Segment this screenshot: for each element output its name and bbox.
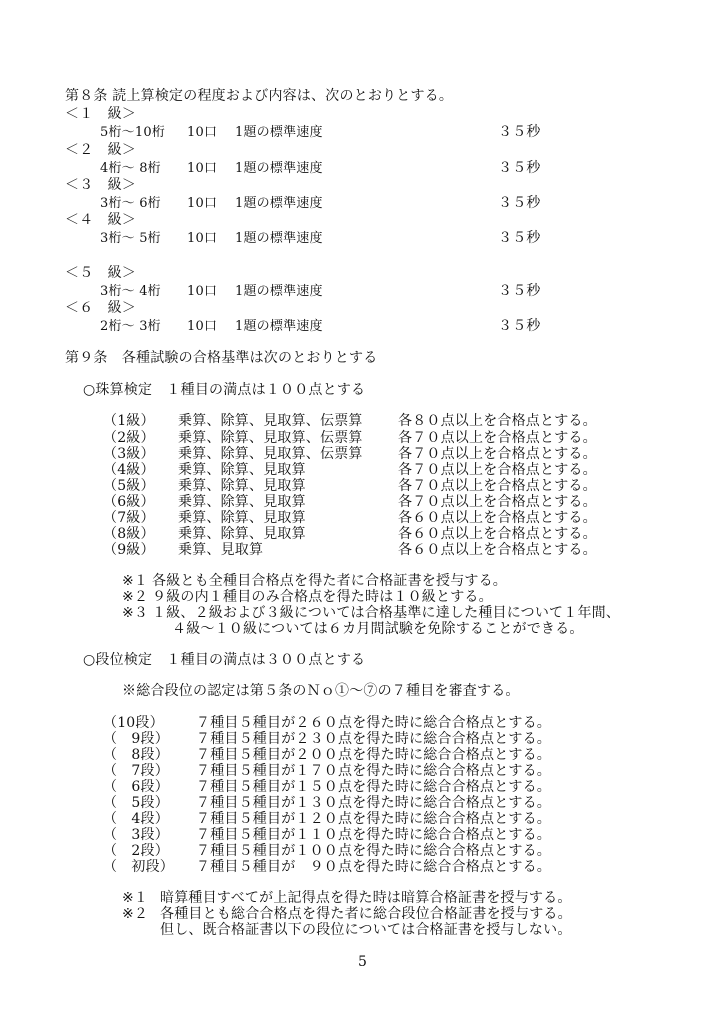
grade-time: ３５秒 — [498, 230, 541, 246]
note-text: ９級の内１種目のみ合格点を得た時は１０級とする。 — [152, 589, 493, 605]
grade-digits: 3桁～ 4桁 — [100, 284, 161, 299]
dan-grade: （10段） — [103, 715, 164, 731]
grade-label: ＜４ 級＞ — [65, 212, 136, 228]
grade-desc: 1題の標準速度 — [235, 319, 323, 334]
dan-text: ７種目５種目が２６０点を得た時に総合合格点とする。 — [196, 715, 551, 731]
soroban-items: 乗算、除算、見取算、伝票算 — [178, 446, 363, 462]
grade-desc: 1題の標準速度 — [235, 284, 323, 299]
soroban-criteria: 各６０点以上を合格点とする。 — [398, 526, 597, 542]
note-mark: ※２ — [122, 589, 149, 605]
note-continuation: ４級～１０級については６カ月間試験を免除することができる。 — [172, 621, 584, 637]
grade-desc: 1題の標準速度 — [235, 125, 323, 140]
dan-grade: （ 4段） — [103, 811, 169, 827]
note-mark: ※３ — [122, 605, 149, 621]
grade-time: ３５秒 — [498, 160, 541, 176]
soroban-grade: （1級） — [103, 413, 155, 429]
soroban-grade: （8級） — [103, 526, 155, 542]
grade-label: ＜５ 級＞ — [65, 265, 136, 281]
soroban-items: 乗算、除算、見取算 — [178, 462, 306, 478]
note-mark: ※２ — [122, 906, 149, 922]
note-continuation: 但し、既合格証書以下の段位については合格証書を授与しない。 — [160, 922, 572, 938]
grade-label: ＜１ 級＞ — [65, 106, 136, 122]
grade-desc: 1題の標準速度 — [235, 161, 323, 176]
note-text: 各種目とも総合合格点を得た者に総合段位合格証書を授与する。 — [160, 906, 572, 922]
soroban-criteria: 各６０点以上を合格点とする。 — [398, 510, 597, 526]
soroban-items: 乗算、見取算 — [178, 542, 264, 558]
grade-desc: 1題の標準速度 — [235, 196, 323, 211]
soroban-criteria: 各７０点以上を合格点とする。 — [398, 494, 597, 510]
article-9-heading: 第９条 各種試験の合格基準は次のとおりとする — [65, 350, 378, 366]
grade-label: ＜３ 級＞ — [65, 177, 136, 193]
grade-count: 10口 — [187, 284, 218, 299]
dan-text: ７種目５種目が２００点を得た時に総合合格点とする。 — [196, 747, 551, 763]
grade-count: 10口 — [187, 125, 218, 140]
soroban-grade: （9級） — [103, 542, 155, 558]
grade-digits: 5桁～10桁 — [100, 125, 166, 140]
dan-grade: （ 3段） — [103, 827, 169, 843]
grade-desc: 1題の標準速度 — [235, 231, 323, 246]
dan-text: ７種目５種目が ９０点を得た時に総合合格点とする。 — [196, 859, 551, 875]
note-text: 各級とも全種目合格点を得た者に合格証書を授与する。 — [152, 573, 507, 589]
dan-text: ７種目５種目が１２０点を得た時に総合合格点とする。 — [196, 811, 551, 827]
dan-grade: （ 2段） — [103, 843, 169, 859]
soroban-criteria: 各７０点以上を合格点とする。 — [398, 462, 597, 478]
soroban-items: 乗算、除算、見取算、伝票算 — [178, 430, 363, 446]
soroban-criteria: 各７０点以上を合格点とする。 — [398, 478, 597, 494]
dan-text: ７種目５種目が１７０点を得た時に総合合格点とする。 — [196, 763, 551, 779]
soroban-grade: （7級） — [103, 510, 155, 526]
grade-count: 10口 — [187, 161, 218, 176]
grade-count: 10口 — [187, 231, 218, 246]
soroban-grade: （5級） — [103, 478, 155, 494]
soroban-grade: （2級） — [103, 430, 155, 446]
dan-text: ７種目５種目が１１０点を得た時に総合合格点とする。 — [196, 827, 551, 843]
note-text: １級、２級および３級については合格基準に達した種目について１年間、 — [152, 605, 621, 621]
grade-digits: 3桁～ 5桁 — [100, 231, 161, 246]
soroban-grade: （6級） — [103, 494, 155, 510]
dan-text: ７種目５種目が１５０点を得た時に総合合格点とする。 — [196, 779, 551, 795]
dan-text: ７種目５種目が２３０点を得た時に総合合格点とする。 — [196, 731, 551, 747]
page-number: 5 — [358, 954, 368, 970]
dan-grade: （ 6段） — [103, 779, 169, 795]
soroban-criteria: 各７０点以上を合格点とする。 — [398, 446, 597, 462]
dan-grade: （ 9段） — [103, 731, 169, 747]
dan-text: ７種目５種目が１００点を得た時に総合合格点とする。 — [196, 843, 551, 859]
note-text: 暗算種目すべてが上記得点を得た時は暗算合格証書を授与する。 — [160, 890, 572, 906]
soroban-items: 乗算、除算、見取算 — [178, 478, 306, 494]
grade-label: ＜２ 級＞ — [65, 142, 136, 158]
soroban-criteria: 各７０点以上を合格点とする。 — [398, 430, 597, 446]
grade-label: ＜６ 級＞ — [65, 300, 136, 316]
soroban-items: 乗算、除算、見取算 — [178, 494, 306, 510]
soroban-items: 乗算、除算、見取算 — [178, 510, 306, 526]
grade-digits: 2桁～ 3桁 — [100, 319, 161, 334]
dan-grade: （ 初段） — [103, 859, 174, 875]
dan-text: ７種目５種目が１３０点を得た時に総合合格点とする。 — [196, 795, 551, 811]
article-8-heading: 第８条 読上算検定の程度および内容は、次のとおりとする。 — [65, 88, 454, 104]
note-mark: ※１ — [122, 573, 149, 589]
grade-count: 10口 — [187, 196, 218, 211]
grade-time: ３５秒 — [498, 124, 541, 140]
note-mark: ※１ — [122, 890, 149, 906]
grade-time: ３５秒 — [498, 283, 541, 299]
soroban-items: 乗算、除算、見取算 — [178, 526, 306, 542]
dan-grade: （ 8段） — [103, 747, 169, 763]
dan-grade: （ 5段） — [103, 795, 169, 811]
dan-intro: ※総合段位の認定は第５条のＮｏ①～⑦の７種目を審査する。 — [122, 683, 520, 699]
grade-time: ３５秒 — [498, 318, 541, 334]
dan-grade: （ 7段） — [103, 763, 169, 779]
dan-title: ○段位検定 １種目の満点は３００点とする — [83, 652, 366, 668]
soroban-items: 乗算、除算、見取算、伝票算 — [178, 413, 363, 429]
grade-digits: 3桁～ 6桁 — [100, 196, 161, 211]
soroban-criteria: 各８０点以上を合格点とする。 — [398, 413, 597, 429]
soroban-grade: （3級） — [103, 446, 155, 462]
soroban-criteria: 各６０点以上を合格点とする。 — [398, 542, 597, 558]
soroban-grade: （4級） — [103, 462, 155, 478]
soroban-title: ○珠算検定 １種目の満点は１００点とする — [83, 382, 366, 398]
grade-time: ３５秒 — [498, 195, 541, 211]
grade-count: 10口 — [187, 319, 218, 334]
grade-digits: 4桁～ 8桁 — [100, 161, 161, 176]
